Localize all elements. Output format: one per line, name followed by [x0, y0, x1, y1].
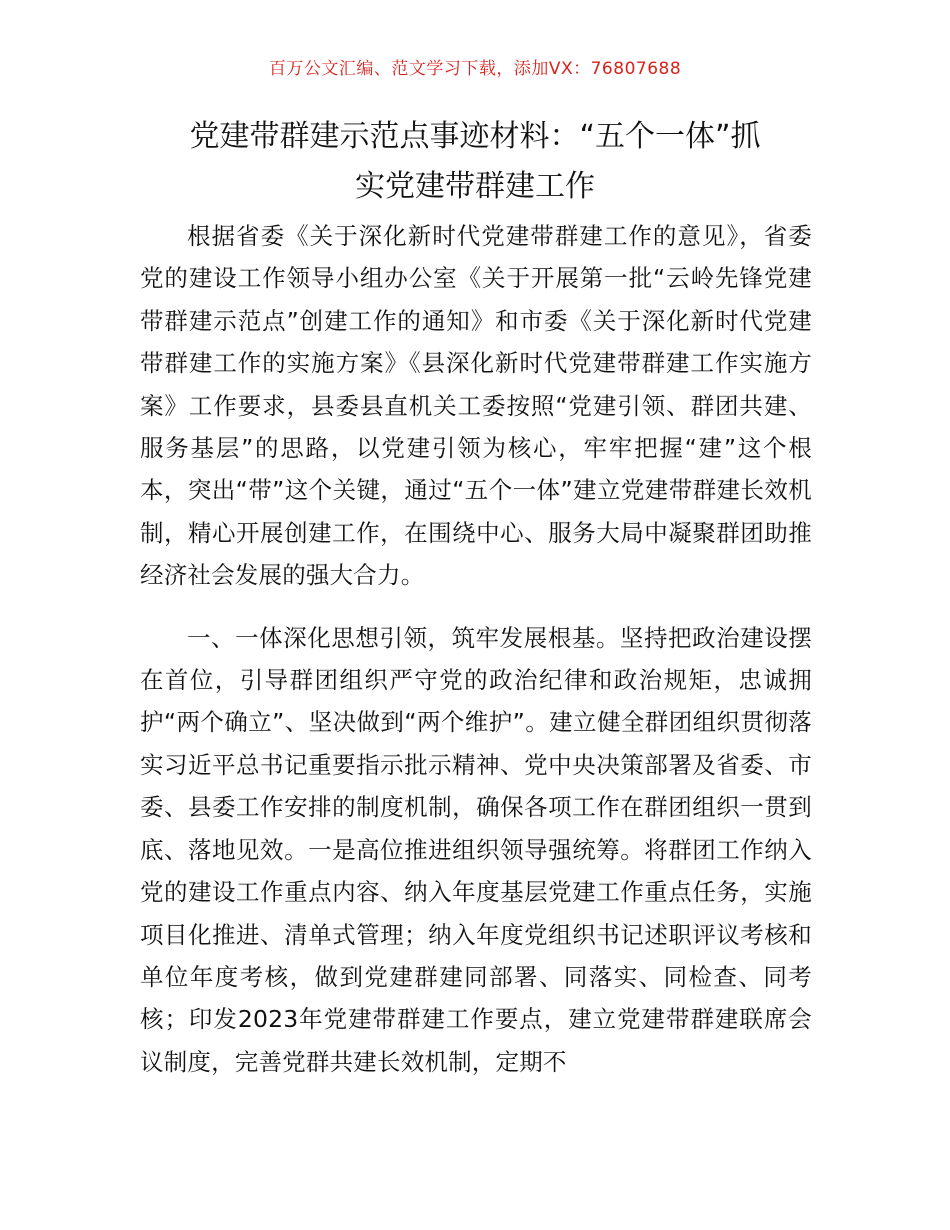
document-title	[140, 112, 810, 212]
header-banner: 百万公文汇编、范文学习下载，添加VX：76807688	[268, 59, 682, 79]
document-body	[140, 215, 812, 1083]
title-line-1: 党建带群建示范点事迹材料：“五个一体”抓	[189, 119, 761, 154]
title-line-2: 实党建带群建工作	[355, 169, 595, 204]
paragraph-section-one: 一、一体深化思想引领，筑牢发展根基。坚持把政治建设摆在首位，引导群团组织严守党的政治纪律和政治规矩，忠诚拥护“两个确立”、坚决做到“两个维护”。建立健全群团组织贯彻落实习近平总书记重要指示批示精神、党中央决策部署及省委、市委、县委工作安排的制度机制，确保各项工作在群团组织一贯到底、落地见效。一是高位推进组织领导强统筹。将群团工作纳入党的建设工作重点内容、纳入年度基层党建工作重点任务，实施项目化推进、清单式管理；纳入年度党组织书记述职评议考核和单位年度考核，做到党建群建同部署、同落实、同检查、同考核；印发2023年党建带群建工作要点，建立党建带群建联席会议制度，完善党群共建长效机制，定期不	[140, 623, 812, 1076]
paragraph-intro: 根据省委《关于深化新时代党建带群建工作的意见》，省委党的建设工作领导小组办公室《关于开展第一批“云岭先锋党建带群建示范点”创建工作的通知》和市委《关于深化新时代党建带群建工作的实施方案》《县深化新时代党建带群建工作实施方案》工作要求，县委县直机关工委按照“党建引领、群团共建、服务基层”的思路，以党建引领为核心，牢牢把握“建”这个根本，突出“带”这个关键，通过“五个一体”建立党建带群建长效机制，精心开展创建工作，在围绕中心、服务大局中凝聚群团助推经济社会发展的强大合力。	[140, 222, 812, 590]
